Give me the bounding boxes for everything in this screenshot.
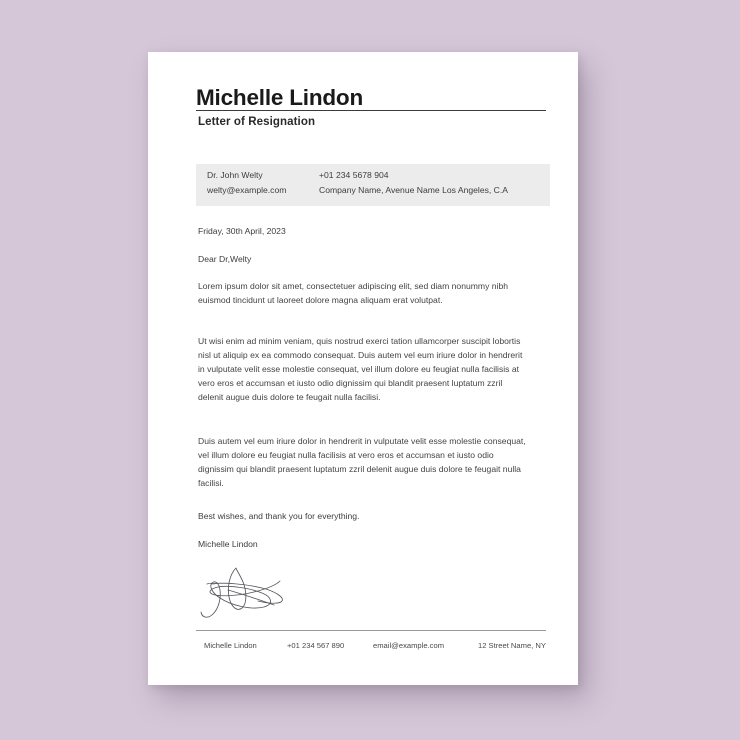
footer-divider bbox=[196, 630, 546, 631]
letter-page bbox=[148, 52, 578, 685]
document-subtitle: Letter of Resignation bbox=[198, 116, 316, 128]
signature-icon bbox=[198, 560, 308, 622]
footer-name: Michelle Lindon bbox=[204, 641, 257, 650]
signature-mark bbox=[198, 560, 308, 622]
recipient-phone: +01 234 5678 904 bbox=[319, 170, 389, 180]
letter-date: Friday, 30th April, 2023 bbox=[198, 226, 286, 236]
letter-closing: Best wishes, and thank you for everything. bbox=[198, 511, 360, 521]
footer-phone: +01 234 567 890 bbox=[287, 641, 345, 650]
letter-paragraph: Ut wisi enim ad minim veniam, quis nostrud exerci tation ullamcorper suscipit lobortis nisl ut aliquip ex ea commodo consequat. Duis autem vel eum iriure dolor in hendrerit in vulputate velit esse molestie consequat, vel illum dolore eu feugiat nulla facilisis at vero eros et accumsan et iusto odio dignissim qui blandit praesent luptatum zzril delenit augue duis dolore te feugait nulla facilisi. bbox=[198, 336, 523, 402]
footer bbox=[204, 641, 548, 650]
page-title: Michelle Lindon bbox=[196, 85, 364, 110]
letter-paragraph: Duis autem vel eum iriure dolor in hendrerit in vulputate velit esse molestie consequat, vel illum dolore eu feugiat nulla facilisis at vero eros et accumsan et iusto odio dignissim qui blandit praesent luptatum zzril delenit augue duis dolore te feugait nulla facilisi. bbox=[198, 436, 526, 488]
recipient-email: welty@example.com bbox=[207, 184, 287, 195]
letter-signature-name: Michelle Lindon bbox=[198, 539, 258, 549]
recipient-details bbox=[207, 170, 508, 196]
letter-salutation: Dear Dr,Welty bbox=[198, 254, 252, 264]
recipient-name: Dr. John Welty bbox=[207, 170, 263, 180]
recipient-company-address: Company Name, Avenue Name Los Angeles, C.A bbox=[319, 184, 509, 195]
header-divider bbox=[196, 110, 546, 111]
footer-email: email@example.com bbox=[373, 641, 445, 650]
letter-paragraph: Lorem ipsum dolor sit amet, consectetuer adipiscing elit, sed diam nonummy nibh euismod tincidunt ut laoreet dolore magna aliquam erat volutpat. bbox=[198, 281, 509, 305]
footer-address: 12 Street Name, NY bbox=[478, 641, 546, 650]
page-content bbox=[196, 52, 546, 685]
